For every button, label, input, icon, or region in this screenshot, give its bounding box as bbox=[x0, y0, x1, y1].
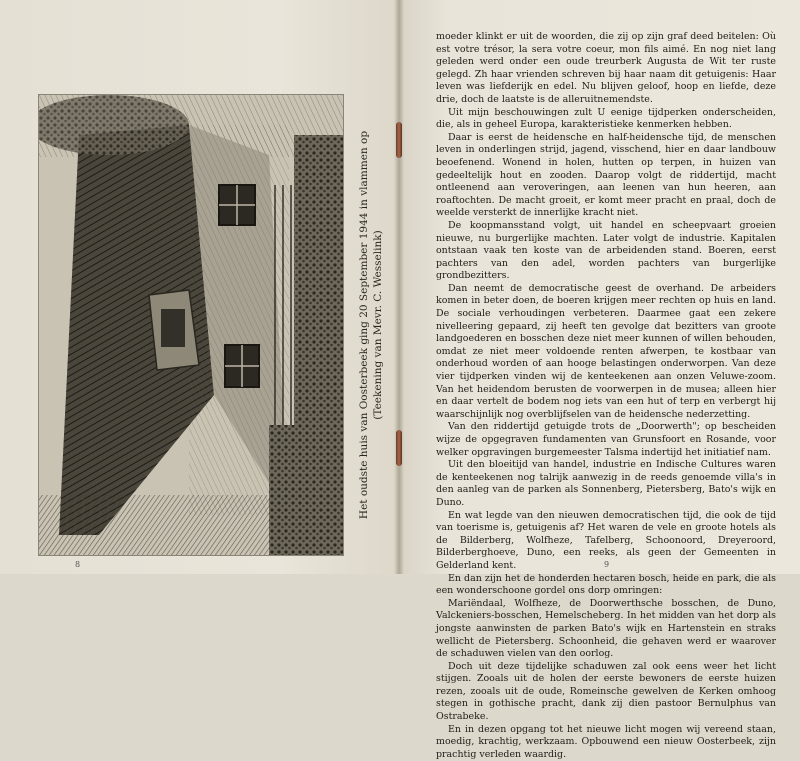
paragraph: Daar is eerst de heidensche en half-heidensche tijd, de menschen leven in onderlingen strijd, jagend, visschend, hier en daar landbouw beoefenend. Wonend in holen, hutten op terpen, in huizen van gedeeltelijk hout en zooden. Daarop volgt de riddertijd, macht ontleenend aan veroveringen, aan leenen van hun heeren, aan roaftochten. De macht groeit, er komt meer pracht en praal, doch de weelde versterkt de innerlijke kracht niet. bbox=[436, 131, 776, 219]
caption-area bbox=[351, 94, 391, 556]
etching-drawing bbox=[39, 95, 344, 556]
paragraph: De koopmansstand volgt, uit handel en scheepvaart groeien nieuwe, nu burgerlijke machten. Later volgt de industrie. Kapitalen ontstaan vaak ten koste van de arbeidenden stand. Boeren, eerst pachters van den adel, worden pachters van burgerlijke grondbezitters. bbox=[436, 219, 776, 282]
illustration-caption bbox=[357, 105, 385, 545]
staple-top bbox=[396, 122, 402, 158]
paragraph: Van den riddertijd getuigde trots de „Doorwerth"; op bescheiden wijze de opgegraven fundamenten van Grunsfoort en Rosande, voor welker opgravingen burgemeester Talsma indertijd het initiatief nam. bbox=[436, 421, 776, 458]
staple-bottom bbox=[396, 430, 402, 466]
house-etching-image bbox=[38, 94, 344, 556]
right-page-mark: 9 bbox=[604, 560, 610, 569]
book-gutter bbox=[394, 0, 404, 574]
paragraph: Mariëndaal, Wolfheze, de Doorwerthsche bosschen, de Duno, Valckeniers-bosschen, Hemelscheberg. In het midden van het dorp als jongste aanwinsten de parken Bato's wijk en Hartenstein en straks wellicht de Pietersberg. Schoonheid, die gehaven werd er waarover de schaduwen vielen van den oorlog. bbox=[436, 597, 776, 660]
caption-line-2: (Teekening van Mevr. C. Wesselink) bbox=[372, 230, 384, 420]
paragraph: Doch uit deze tijdelijke schaduwen zal ook eens weer het licht stijgen. Zooals uit de holen der eerste bewoners de eerste huizen rezen, zooals uit de oude, Romeinsche gewelven de Kerken omhoog stegen in gothische pracht, dank zij dien pastoor Bernulphus van Ostrabeke. bbox=[436, 660, 776, 723]
paragraph: En in dezen opgang tot het nieuwe licht mogen wij vereend staan, moedig, krachtig, werkzaam. Opbouwend een nieuw Oosterbeek, zijn prachtig verleden waardig. bbox=[436, 723, 776, 760]
paragraph: Uit den bloeitijd van handel, industrie en Indische Cultures waren de kenteekenen nog talrijk aanwezig in de reeds genoemde villa's in den aanleg van de parken als Sonnenberg, Pietersberg, Bato's wijk en Duno. bbox=[436, 459, 776, 508]
caption-line-1: Het oudste huis van Oosterbeek ging 20 September 1944 in vlammen op bbox=[358, 130, 370, 520]
paragraph: En wat legde van den nieuwen democratischen tijd, die ook de tijd van toerisme is, getuigenis af? Het waren de vele en groote hotels als de Bilderberg, Wolfheze, Tafelberg, Schoonoord, Dreyeroord, Bilderberghoeve, Duno, een reeks, als geen der Gemeenten in Gelderland kent. bbox=[436, 509, 776, 571]
paragraph: moeder klinkt er uit de woorden, die zij op zijn graf deed beitelen: Où est votre trésor, la sera votre coeur, mon fils aimé. En nog niet lang geleden werd onder een oude treurberk Augusta de Wit ter ruste gelegd. Zh haar vrienden schreven bij haar naam dit getuigenis: Haar leven was liefderijk en edel. Nu blijven geloof, hoop en liefde, deze drie, doch de laatste is de alleruitnemendste. bbox=[436, 31, 776, 105]
left-page-mark: 8 bbox=[75, 560, 81, 569]
paragraph: En dan zijn het de honderden hectaren bosch, heide en park, die als een wonderschoone gordel ons dorp omringen: bbox=[436, 572, 776, 597]
right-page-text bbox=[436, 31, 776, 761]
paragraph: Dan neemt de democratische geest de overhand. De arbeiders komen in beter doen, de boeren krijgen meer rechten op huis en land. De sociale verhoudingen verbeteren. Daarmee gaat een zekere nivelleering gepaard, zij heeft ten gevolge dat bezitters van groote landgoederen en bosschen deze niet meer kunnen of willen behouden, omdat ze niet meer voldoende renten afwerpen, te kostbaar van onderhoud worden of aan hooge belastingen onderworpen. Van deze vier tijdperken vinden wij de kenteekenen aan onzen Veluwe-zoom. Van het heidendom berusten de voorwerpen in de musea; alleen hier en daar vertelt de bodem nog iets van een hut of terp en verbergt hij waarschijnlijk nog overblijfselen van de heidensche nederzetting. bbox=[436, 282, 776, 420]
paragraph: Uit mijn beschouwingen zult U eenige tijdperken onderscheiden, die, als in geheel Europa, karakteristieke kenmerken hebben. bbox=[436, 106, 776, 131]
